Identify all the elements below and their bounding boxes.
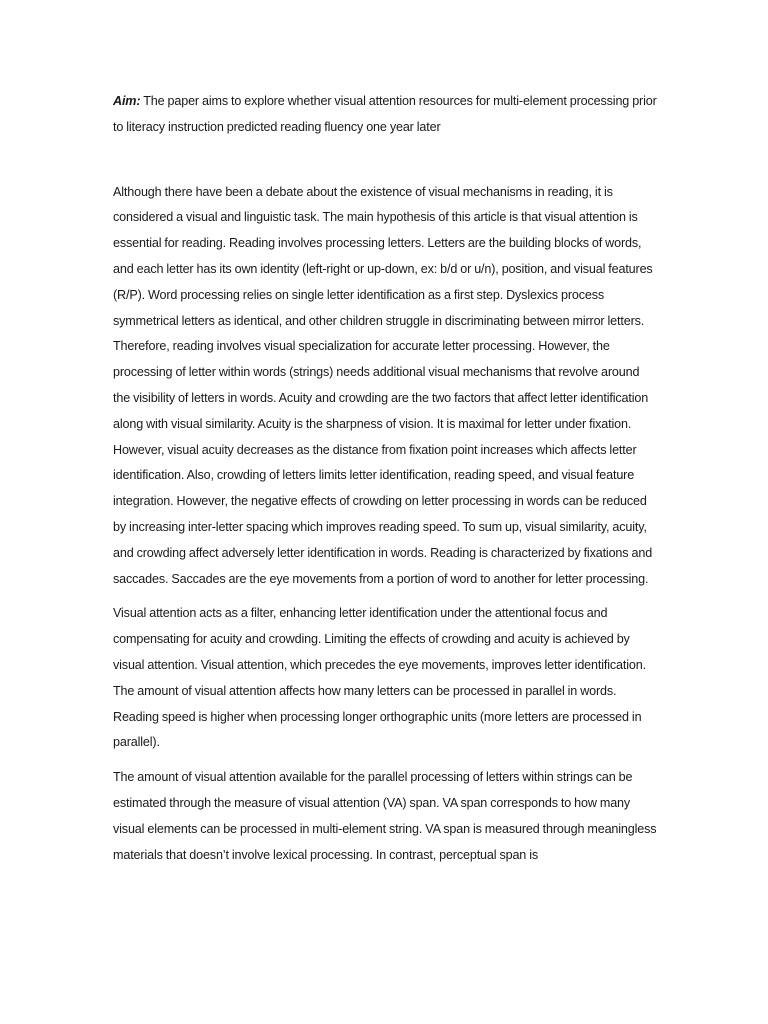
document-page [113, 89, 658, 868]
aim-text: The paper aims to explore whether visual attention resources for multi-element processing prior to literacy instruction predicted reading fluency one year later [113, 94, 657, 134]
body-paragraph-1: Although there have been a debate about the existence of visual mechanisms in reading, it is considered a visual and linguistic task. The main hypothesis of this article is that visual attention is essential for reading. Reading involves processing letters. Letters are the building blocks of words, and each letter has its own identity (left-right or up-down, ex: b/d or u/n), position, and visual features (R/P). Word processing relies on single letter identification as a first step. Dyslexics process symmetrical letters as identical, and other children struggle in discriminating between mirror letters. Therefore, reading involves visual specialization for accurate letter processing. However, the processing of letter within words (strings) needs additional visual mechanisms that revolve around the visibility of letters in words. Acuity and crowding are the two factors that affect letter identification along with visual similarity. Acuity is the sharpness of vision. It is maximal for letter under fixation. However, visual acuity decreases as the distance from fixation point increases which affects letter identification. Also, crowding of letters limits letter identification, reading speed, and visual feature integration. However, the negative effects of crowding on letter processing in words can be reduced by increasing inter-letter spacing which improves reading speed. To sum up, visual similarity, acuity, and crowding affect adversely letter identification in words. Reading is characterized by fixations and saccades. Saccades are the eye movements from a portion of word to another for letter processing. [113, 184, 653, 586]
aim-label: Aim: [113, 94, 141, 108]
body-paragraph-3: The amount of visual attention available for the parallel processing of letters within strings can be estimated through the measure of visual attention (VA) span. VA span corresponds to how many visual elements can be processed in multi-element string. VA span is measured through meaningless materials that doesn’t involve lexical processing. In contrast, perceptual span is [113, 770, 657, 862]
body-paragraph-2: Visual attention acts as a filter, enhancing letter identification under the attentional focus and compensating for acuity and crowding. Limiting the effects of crowding and acuity is achieved by visual attention. Visual attention, which precedes the eye movements, improves letter identification. The amount of visual attention affects how many letters can be processed in parallel in words. Reading speed is higher when processing longer orthographic units (more letters are processed in parallel). [113, 606, 646, 750]
aim-paragraph [113, 89, 658, 141]
